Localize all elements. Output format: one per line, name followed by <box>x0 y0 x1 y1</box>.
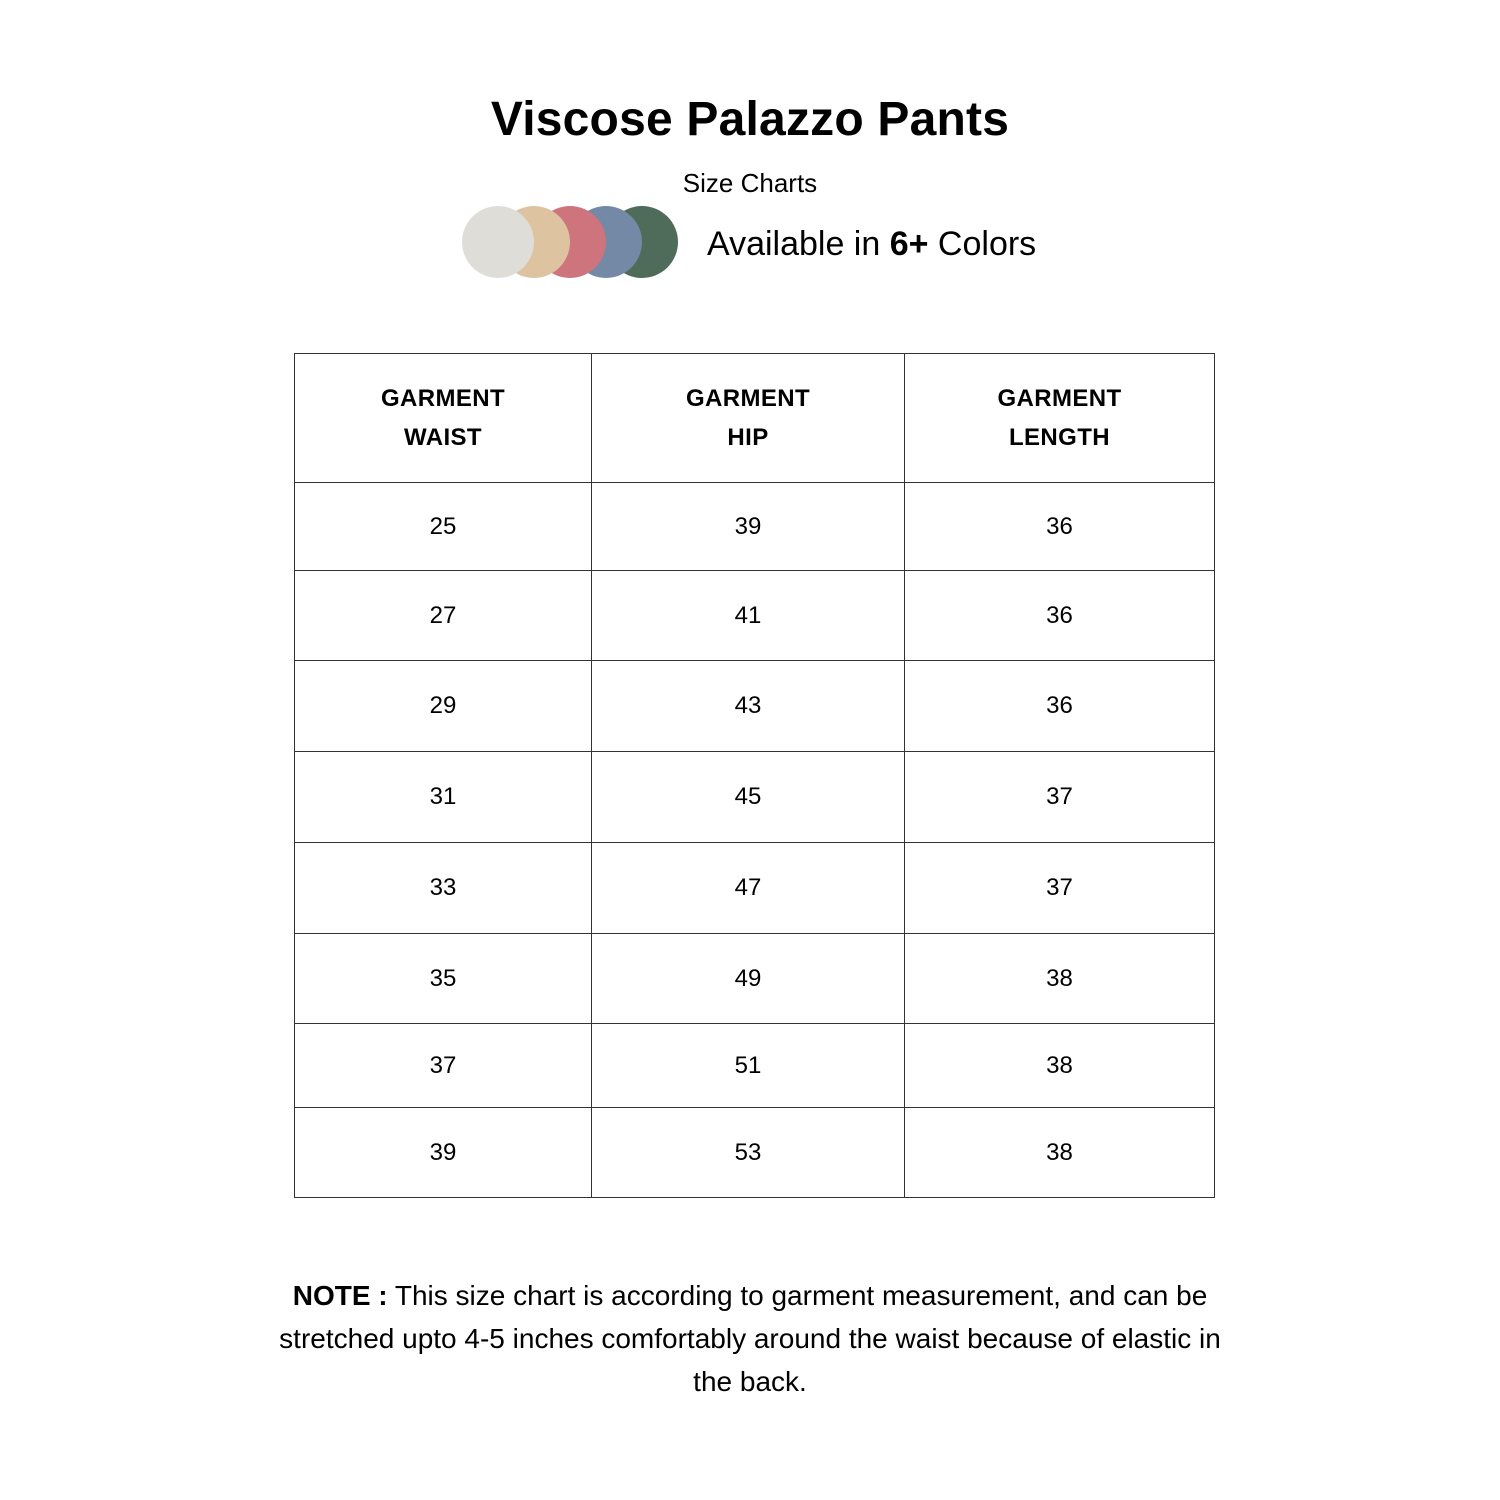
cell-length: 38 <box>905 1024 1215 1108</box>
cell-length: 38 <box>905 934 1215 1024</box>
cell-waist: 39 <box>295 1108 592 1198</box>
page-title: Viscose Palazzo Pants <box>490 93 1010 146</box>
table-row <box>295 1024 1215 1108</box>
cell-hip: 43 <box>592 661 905 752</box>
header-line: LENGTH <box>1008 424 1111 451</box>
cell-hip: 53 <box>592 1108 905 1198</box>
header-line: GARMENT <box>997 385 1122 412</box>
header-garment-length <box>905 354 1215 483</box>
cell-waist: 27 <box>295 571 592 661</box>
color-swatch-off-white <box>462 206 534 278</box>
cell-hip: 51 <box>592 1024 905 1108</box>
available-colors-count: 6+ <box>889 225 929 263</box>
header-line: WAIST <box>404 424 482 451</box>
header-line: HIP <box>727 424 769 451</box>
table-row <box>295 752 1215 843</box>
header-garment-hip <box>592 354 905 483</box>
cell-waist: 33 <box>295 843 592 934</box>
note-label: NOTE : <box>292 1280 388 1311</box>
cell-length: 37 <box>905 843 1215 934</box>
header-line: GARMENT <box>380 385 506 412</box>
available-colors-text <box>707 224 1036 264</box>
size-note <box>270 1274 1230 1403</box>
cell-waist: 37 <box>295 1024 592 1108</box>
cell-length: 38 <box>905 1108 1215 1198</box>
cell-hip: 39 <box>592 483 905 571</box>
table-row <box>295 934 1215 1024</box>
color-swatches <box>462 206 682 278</box>
note-text: This size chart is according to garment measurement, and can be stretched upto 4-5 inches comfortably around the waist because of elastic in the back. <box>279 1280 1221 1397</box>
cell-waist: 31 <box>295 752 592 843</box>
cell-length: 36 <box>905 483 1215 571</box>
cell-length: 36 <box>905 661 1215 752</box>
cell-length: 37 <box>905 752 1215 843</box>
table-row <box>295 661 1215 752</box>
cell-waist: 35 <box>295 934 592 1024</box>
cell-hip: 45 <box>592 752 905 843</box>
table-row <box>295 483 1215 571</box>
size-chart-table <box>294 353 1215 1198</box>
cell-length: 36 <box>905 571 1215 661</box>
cell-waist: 25 <box>295 483 592 571</box>
cell-hip: 49 <box>592 934 905 1024</box>
table-row <box>295 843 1215 934</box>
table-row <box>295 571 1215 661</box>
cell-waist: 29 <box>295 661 592 752</box>
available-colors-suffix: Colors <box>928 225 1037 263</box>
page-subtitle: Size Charts <box>682 168 818 198</box>
table-header-row <box>295 354 1215 483</box>
cell-hip: 47 <box>592 843 905 934</box>
header-garment-waist <box>295 354 592 483</box>
cell-hip: 41 <box>592 571 905 661</box>
table-row <box>295 1108 1215 1198</box>
available-colors-prefix: Available in <box>707 225 890 263</box>
header-line: GARMENT <box>685 385 811 412</box>
